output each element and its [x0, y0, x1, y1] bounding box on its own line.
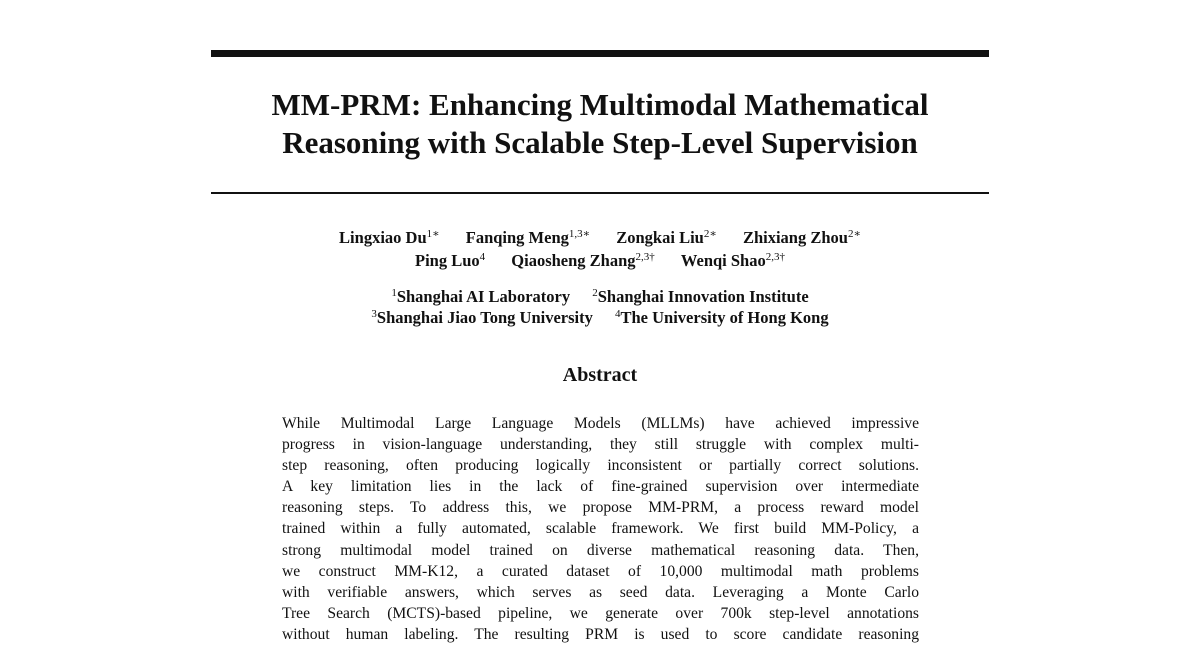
title-line-2: Reasoning with Scalable Step-Level Supervision — [282, 125, 918, 160]
affiliation: $^1$Shanghai AI Laboratory — [391, 287, 571, 306]
affiliation-row-2 — [211, 307, 989, 328]
abstract-line: we construct MM-K12, a curated dataset of 10,000 multimodal math problems — [282, 562, 919, 580]
top-rule — [211, 50, 989, 57]
affiliation-list — [211, 286, 989, 328]
author: Qiaosheng Zhang$^{2,3\dagger}$ — [511, 251, 655, 270]
abstract-line: While Multimodal Large Language Models (MLLMs) have achieved impressive — [282, 415, 919, 432]
abstract-line: A key limitation lies in the lack of fine-grained supervision over intermediate — [282, 478, 919, 496]
author: Ping Luo$^4$ — [415, 251, 486, 270]
author: Fanqing Meng$^{1,3∗}$ — [465, 228, 591, 247]
author-list — [211, 226, 989, 272]
abstract-line: without human labeling. The resulting PRM is used to score candidate reasoning — [282, 625, 919, 643]
title-bottom-rule — [211, 192, 989, 194]
affiliation: $^2$Shanghai Innovation Institute — [592, 287, 809, 306]
author: Lingxiao $Du^{1∗}$ — [339, 228, 440, 247]
author: Zongkai Liu$^{2∗}$ — [616, 228, 717, 247]
abstract-line: Tree Search (MCTS)-based pipeline, we generate over 700k step-level annotations — [282, 604, 919, 622]
abstract-line: reasoning steps. To address this, we propose MM-PRM, a process reward model — [282, 499, 919, 517]
abstract-heading: Abstract — [562, 364, 638, 386]
author: Wenqi Shao$^{2,3\dagger}$ — [680, 251, 785, 270]
paper-title — [211, 86, 989, 162]
abstract-line: strong multimodal model trained on diverse mathematical reasoning data. Then, — [282, 541, 919, 559]
title-line-1: MM-PRM: Enhancing Multimodal Mathematical — [271, 87, 929, 122]
abstract-line: progress in vision-language understanding, they still struggle with complex multi- — [282, 436, 919, 454]
affiliation: $^3$Shanghai Jiao Tong University — [371, 308, 593, 327]
abstract-body — [282, 413, 919, 645]
abstract-line: with verifiable answers, which serves as seed data. Leveraging a Monte Carlo — [282, 583, 919, 601]
author-row-1 — [211, 226, 989, 249]
abstract-line: trained within a fully automated, scalable framework. We first build MM-Policy, a — [282, 520, 919, 538]
affiliation-row-1 — [211, 286, 989, 307]
affiliation: $^4$The University of Hong Kong — [614, 308, 829, 327]
author: Zhixiang Zhou$^{2∗}$ — [742, 228, 861, 247]
author-row-2 — [211, 249, 989, 272]
abstract-line: step reasoning, often producing logically inconsistent or partially correct solutions. — [282, 457, 919, 475]
